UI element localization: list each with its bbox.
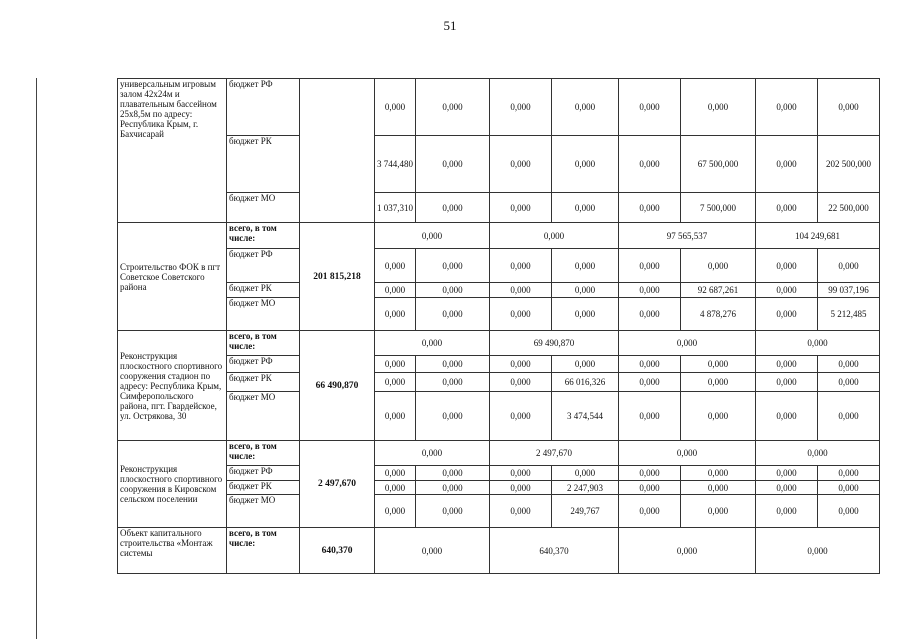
budget-value: 0,000 — [416, 495, 490, 528]
budget-value: 0,000 — [552, 79, 619, 136]
budget-value: 0,000 — [416, 79, 490, 136]
budget-value: 0,000 — [375, 298, 416, 331]
year-total: 640,370 — [490, 528, 619, 574]
overall-label: всего, в том числе: — [227, 528, 300, 574]
budget-source: бюджет РФ — [227, 79, 300, 136]
budget-source: бюджет РФ — [227, 356, 300, 373]
budget-source: бюджет РК — [227, 373, 300, 392]
table-row — [118, 373, 880, 392]
budget-value: 0,000 — [681, 249, 756, 283]
budget-value: 0,000 — [490, 193, 552, 223]
budget-value: 0,000 — [619, 356, 681, 373]
budget-value: 0,000 — [416, 356, 490, 373]
budget-value: 0,000 — [490, 466, 552, 481]
budget-value: 0,000 — [756, 495, 818, 528]
overall-label: всего, в том числе: — [227, 331, 300, 356]
budget-value: 0,000 — [375, 481, 416, 495]
year-total: 69 490,870 — [490, 331, 619, 356]
budget-source: бюджет МО — [227, 495, 300, 528]
budget-value: 0,000 — [375, 249, 416, 283]
budget-value: 0,000 — [552, 249, 619, 283]
budget-source: бюджет РФ — [227, 249, 300, 283]
budget-value: 0,000 — [416, 136, 490, 193]
budget-value: 0,000 — [552, 466, 619, 481]
table-row — [118, 283, 880, 298]
budget-value: 0,000 — [818, 466, 880, 481]
budget-value: 99 037,196 — [818, 283, 880, 298]
year-total: 0,000 — [375, 528, 490, 574]
budget-value: 0,000 — [375, 79, 416, 136]
page-number: 51 — [443, 18, 457, 33]
budget-value: 0,000 — [756, 356, 818, 373]
table-row — [118, 298, 880, 331]
budget-value: 0,000 — [681, 356, 756, 373]
budget-source: бюджет РК — [227, 136, 300, 193]
budget-value: 3 474,544 — [552, 392, 619, 441]
budget-value: 0,000 — [619, 495, 681, 528]
table-row — [118, 441, 880, 466]
budget-value: 0,000 — [490, 495, 552, 528]
budget-value: 0,000 — [756, 249, 818, 283]
budget-value: 0,000 — [375, 495, 416, 528]
budget-source: бюджет МО — [227, 392, 300, 441]
budget-value: 0,000 — [490, 373, 552, 392]
table-row — [118, 136, 880, 193]
budget-value: 0,000 — [818, 249, 880, 283]
budget-value: 0,000 — [416, 373, 490, 392]
budget-value: 0,000 — [416, 298, 490, 331]
table-row — [118, 495, 880, 528]
budget-value: 0,000 — [552, 136, 619, 193]
budget-value: 0,000 — [756, 373, 818, 392]
budget-value: 0,000 — [756, 79, 818, 136]
project-total: 66 490,870 — [300, 331, 375, 441]
budget-value: 0,000 — [375, 283, 416, 298]
table-row — [118, 223, 880, 249]
budget-value: 0,000 — [375, 466, 416, 481]
budget-value: 0,000 — [756, 481, 818, 495]
budget-value: 7 500,000 — [681, 193, 756, 223]
year-total: 104 249,681 — [756, 223, 880, 249]
table-row — [118, 331, 880, 356]
budget-value: 3 744,480 — [375, 136, 416, 193]
table-row — [118, 528, 880, 574]
budget-value: 0,000 — [818, 79, 880, 136]
budget-value: 0,000 — [619, 249, 681, 283]
budget-value: 0,000 — [619, 298, 681, 331]
budget-value: 0,000 — [416, 392, 490, 441]
budget-value: 0,000 — [552, 193, 619, 223]
budget-value: 0,000 — [756, 136, 818, 193]
margin-line — [36, 78, 37, 639]
budget-value: 22 500,000 — [818, 193, 880, 223]
year-total: 0,000 — [490, 223, 619, 249]
budget-value: 0,000 — [681, 495, 756, 528]
year-total: 0,000 — [375, 331, 490, 356]
budget-value: 0,000 — [490, 136, 552, 193]
table-row — [118, 392, 880, 441]
project-name: Объект капитального строительства «Монтаж системы — [118, 528, 227, 574]
budget-value: 67 500,000 — [681, 136, 756, 193]
year-total: 0,000 — [375, 223, 490, 249]
year-total: 0,000 — [756, 528, 880, 574]
year-total: 97 565,537 — [619, 223, 756, 249]
budget-value: 0,000 — [619, 481, 681, 495]
budget-value: 0,000 — [490, 356, 552, 373]
table-row — [118, 193, 880, 223]
year-total: 2 497,670 — [490, 441, 619, 466]
year-total: 0,000 — [756, 441, 880, 466]
budget-value: 0,000 — [619, 193, 681, 223]
project-name: Строительство ФОК в пгт Советское Советского района — [118, 223, 227, 331]
budget-value: 0,000 — [490, 392, 552, 441]
budget-value: 0,000 — [756, 298, 818, 331]
table-row — [118, 466, 880, 481]
table-row — [118, 249, 880, 283]
budget-value: 0,000 — [619, 283, 681, 298]
budget-value: 0,000 — [756, 466, 818, 481]
budget-source: бюджет МО — [227, 193, 300, 223]
budget-table — [117, 78, 880, 574]
year-total: 0,000 — [756, 331, 880, 356]
budget-value: 66 016,326 — [552, 373, 619, 392]
budget-value: 0,000 — [619, 392, 681, 441]
budget-value: 0,000 — [416, 466, 490, 481]
budget-value: 0,000 — [619, 373, 681, 392]
budget-value: 0,000 — [375, 392, 416, 441]
budget-value: 0,000 — [416, 193, 490, 223]
budget-value: 0,000 — [818, 481, 880, 495]
table-row — [118, 356, 880, 373]
budget-value: 0,000 — [818, 495, 880, 528]
year-total: 0,000 — [619, 528, 756, 574]
budget-value: 0,000 — [818, 356, 880, 373]
year-total: 0,000 — [619, 441, 756, 466]
project-total: 640,370 — [300, 528, 375, 574]
budget-value: 0,000 — [756, 193, 818, 223]
budget-value: 0,000 — [416, 481, 490, 495]
budget-value: 0,000 — [552, 356, 619, 373]
project-total: 2 497,670 — [300, 441, 375, 528]
budget-value: 92 687,261 — [681, 283, 756, 298]
budget-value: 2 247,903 — [552, 481, 619, 495]
budget-value: 0,000 — [619, 466, 681, 481]
project-name: универсальным игровым залом 42х24м и плавательным бассейном 25х8,5м по адресу: Республика Крым, г. Бахчисарай — [118, 79, 227, 223]
budget-value: 0,000 — [619, 79, 681, 136]
budget-value: 0,000 — [490, 79, 552, 136]
overall-label: всего, в том числе: — [227, 441, 300, 466]
table-row — [118, 481, 880, 495]
budget-value: 0,000 — [818, 373, 880, 392]
budget-source: бюджет РК — [227, 283, 300, 298]
budget-value: 0,000 — [681, 392, 756, 441]
budget-value: 0,000 — [681, 466, 756, 481]
overall-label: всего, в том числе: — [227, 223, 300, 249]
budget-value: 0,000 — [416, 283, 490, 298]
budget-value: 0,000 — [490, 481, 552, 495]
budget-source: бюджет МО — [227, 298, 300, 331]
budget-value: 0,000 — [375, 373, 416, 392]
budget-value: 0,000 — [552, 283, 619, 298]
budget-value: 0,000 — [552, 298, 619, 331]
budget-source: бюджет РК — [227, 481, 300, 495]
budget-value: 0,000 — [681, 481, 756, 495]
budget-value: 0,000 — [756, 283, 818, 298]
budget-source: бюджет РФ — [227, 466, 300, 481]
year-total: 0,000 — [375, 441, 490, 466]
project-total: 201 815,218 — [300, 223, 375, 331]
budget-value: 0,000 — [619, 136, 681, 193]
budget-value: 0,000 — [490, 298, 552, 331]
budget-value: 4 878,276 — [681, 298, 756, 331]
budget-value: 249,767 — [552, 495, 619, 528]
budget-value: 5 212,485 — [818, 298, 880, 331]
budget-value: 0,000 — [416, 249, 490, 283]
project-total — [300, 79, 375, 223]
table-row — [118, 79, 880, 136]
year-total: 0,000 — [619, 331, 756, 356]
budget-value: 0,000 — [818, 392, 880, 441]
budget-value: 0,000 — [490, 283, 552, 298]
project-name: Реконструкция плоскостного спортивного сооружения в Кировском сельском поселении — [118, 441, 227, 528]
budget-value: 0,000 — [756, 392, 818, 441]
budget-value: 0,000 — [375, 356, 416, 373]
budget-value: 0,000 — [681, 373, 756, 392]
budget-value: 1 037,310 — [375, 193, 416, 223]
budget-value: 0,000 — [681, 79, 756, 136]
project-name: Реконструкция плоскостного спортивного сооружения стадион по адресу: Республика Крым, Симферопольского района, пгт. Гвардейское, ул. Острякова, 30 — [118, 331, 227, 441]
budget-value: 0,000 — [490, 249, 552, 283]
budget-value: 202 500,000 — [818, 136, 880, 193]
